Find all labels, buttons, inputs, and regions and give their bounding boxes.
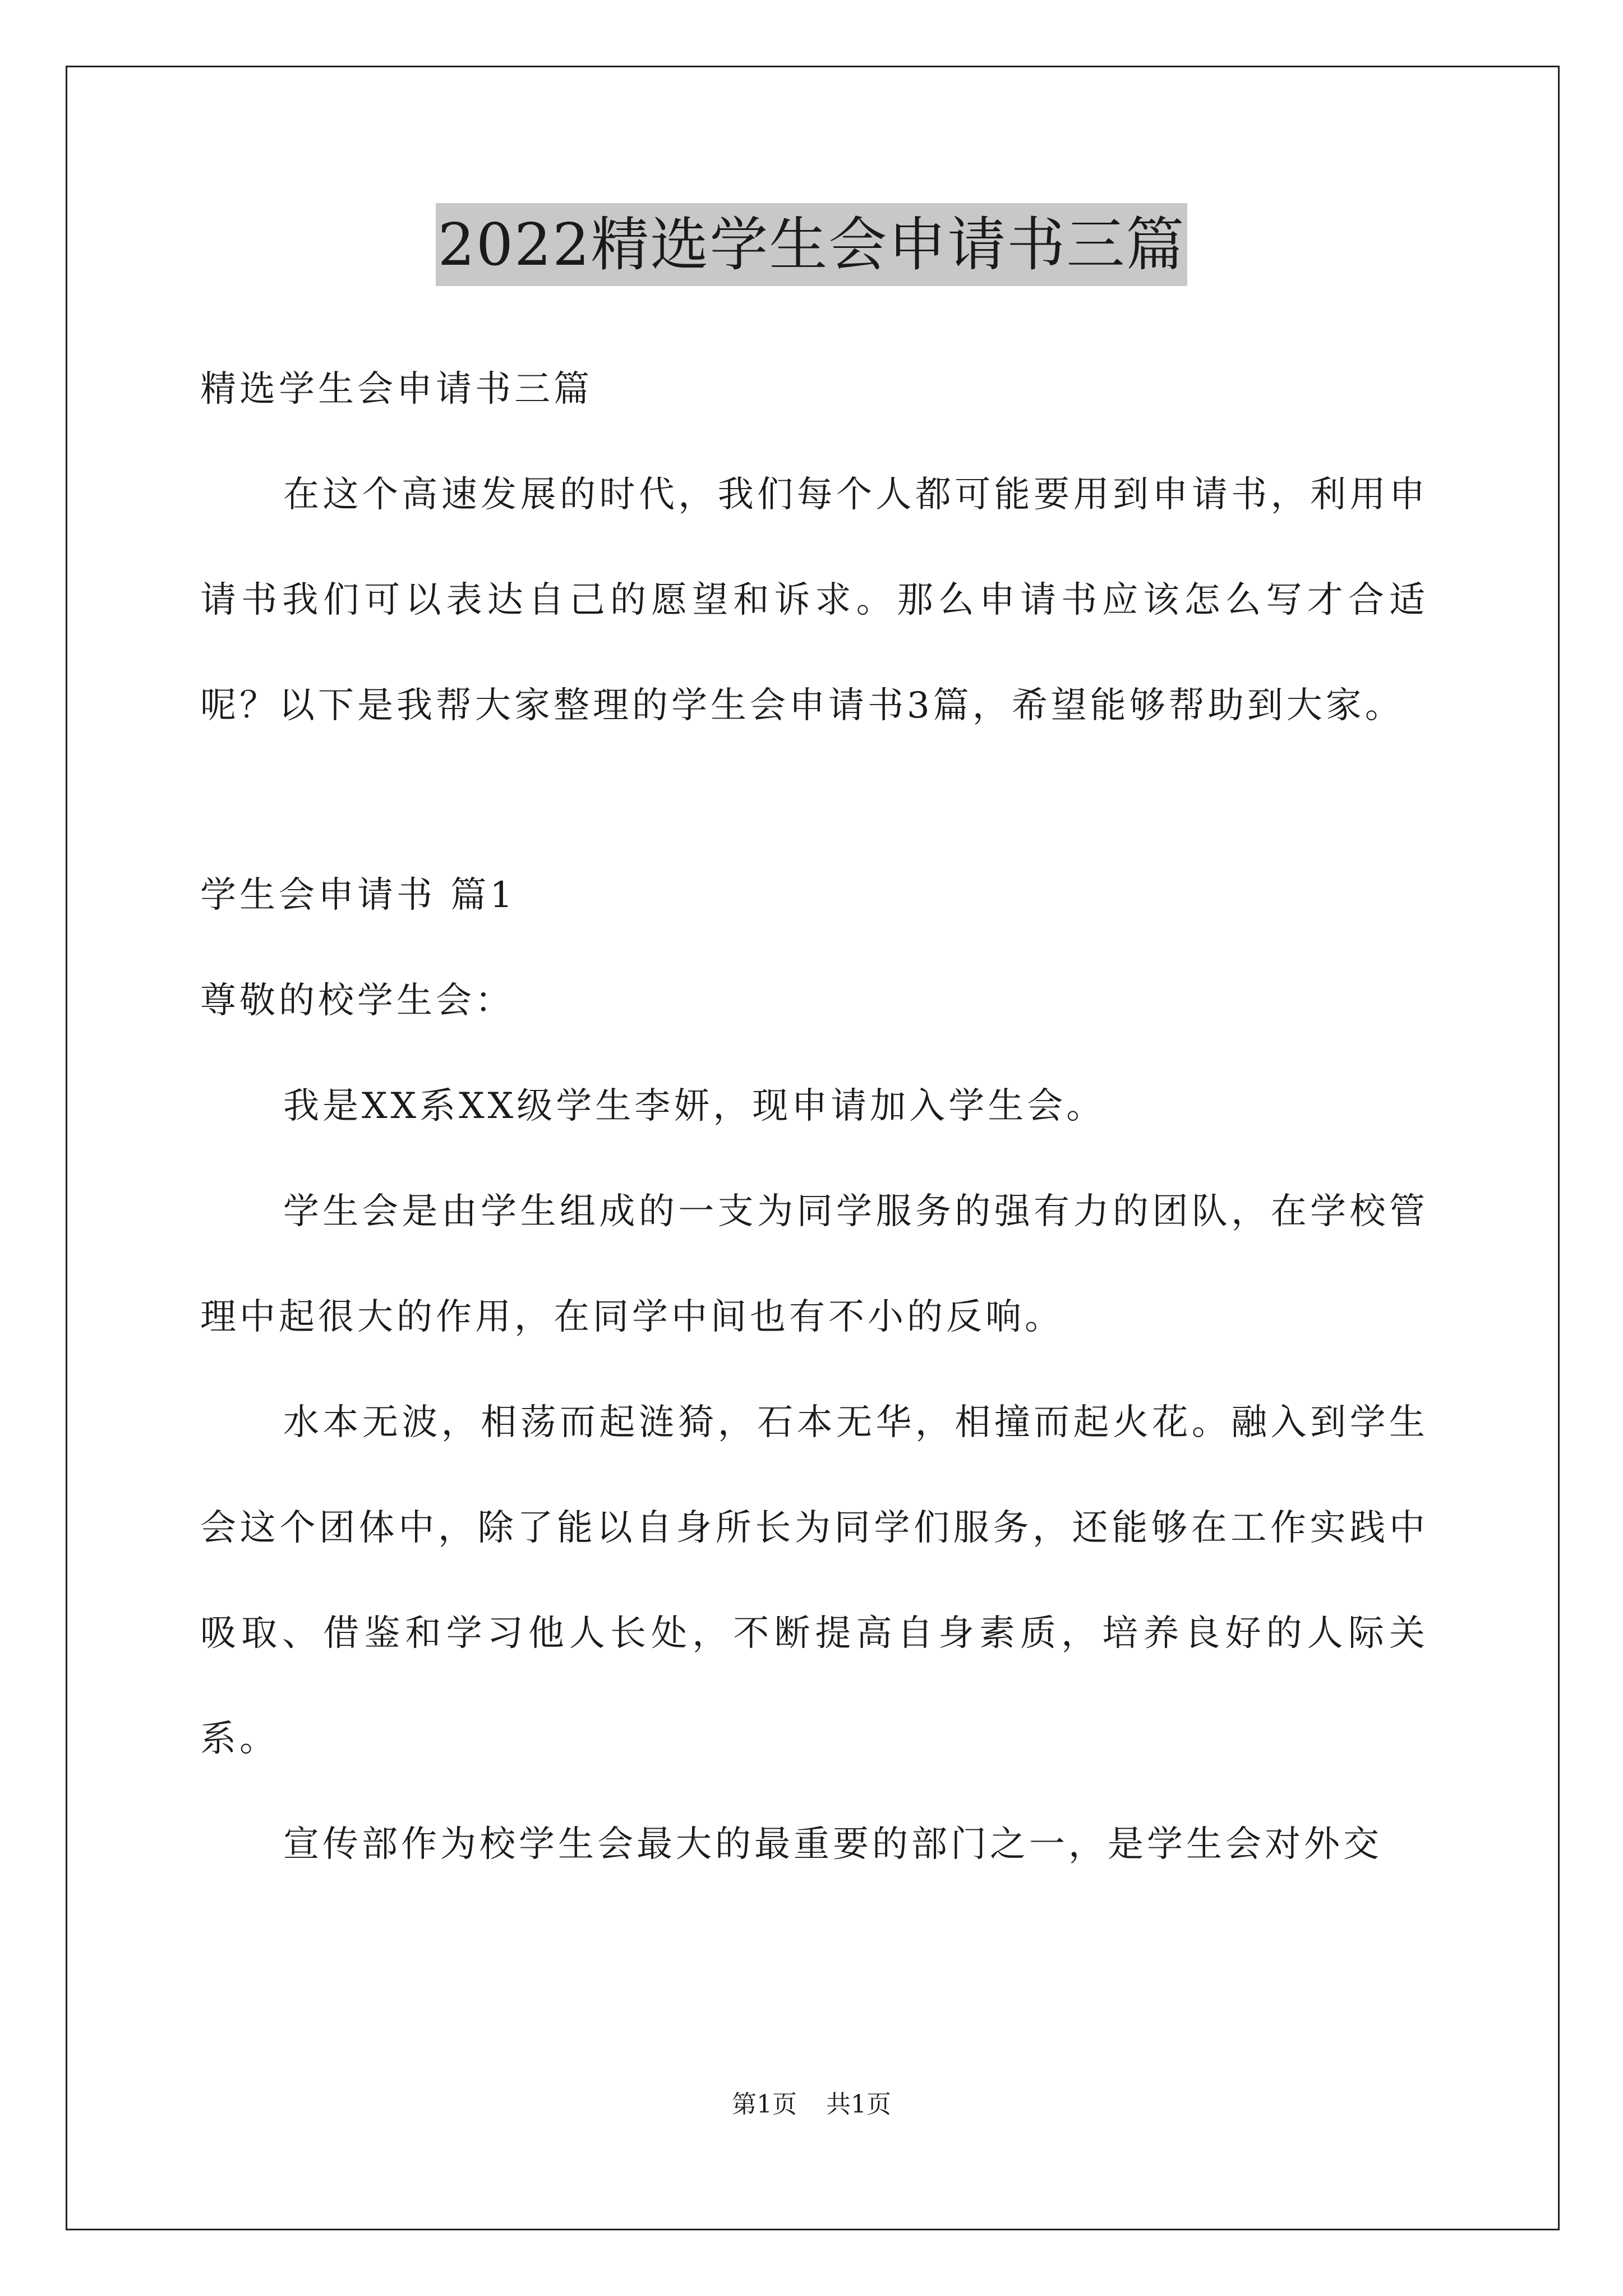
document-subtitle: 精选学生会申请书三篇 bbox=[200, 369, 593, 410]
section-heading: 学生会申请书 篇1 bbox=[200, 875, 517, 916]
intro-paragraph: 在这个高速发展的时代，我们每个人都可能要用到申请书，利用申请书我们可以表达自己的愿望和诉求。那么申请书应该怎么写才合适呢？以下是我帮大家整理的学生会申请书3篇，希望能够帮助到大家。 bbox=[200, 474, 1428, 726]
page-footer bbox=[0, 2088, 1623, 2122]
page-number: 第1页 bbox=[732, 2090, 797, 2119]
body-paragraph: 我是XX系XX级学生李妍，现申请加入学生会。 bbox=[283, 1085, 1106, 1127]
section-spacer bbox=[200, 758, 1428, 843]
body-paragraph: 学生会是由学生组成的一支为同学服务的强有力的团队，在学校管理中起很大的作用，在同学中间也有不小的反响。 bbox=[200, 1191, 1428, 1338]
body-paragraph: 宣传部作为校学生会最大的最重要的部门之一，是学生会对外交 bbox=[283, 1824, 1382, 1865]
page-total: 共1页 bbox=[826, 2090, 891, 2119]
document-title: 2022精选学生会申请书三篇 bbox=[436, 203, 1188, 286]
document-body bbox=[200, 337, 1428, 1897]
title-container bbox=[0, 203, 1623, 286]
body-paragraph: 水本无波，相荡而起涟猗，石本无华，相撞而起火花。融入到学生会这个团体中，除了能以自身所长为同学们服务，还能够在工作实践中吸取、借鉴和学习他人长处，不断提高自身素质，培养良好的人际关系。 bbox=[200, 1402, 1428, 1760]
salutation: 尊敬的校学生会： bbox=[200, 980, 514, 1022]
